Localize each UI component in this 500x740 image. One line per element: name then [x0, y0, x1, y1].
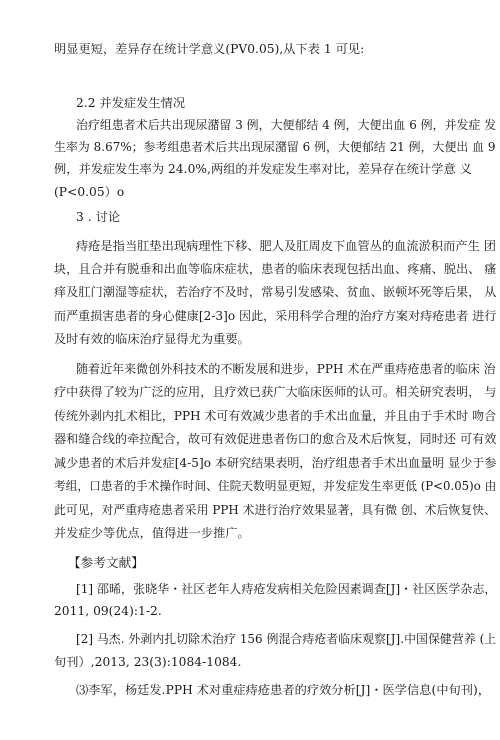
references-heading: 【参考文献】	[68, 555, 144, 570]
section-2-2-line: (P<0.05）o	[54, 185, 125, 199]
reference-item-line: 旬刊）,2013, 23(3):1084-1084.	[54, 655, 242, 669]
discussion-p1-line: 痔疮是指当肛垫出现病理性下移、肥人及肛周皮下血管丛的血流淤积而产生 团	[76, 239, 496, 253]
section-2-2-heading: 2.2 并发症发生情况	[76, 96, 186, 110]
discussion-p2-line: 传统外剥内扎术相比，PPH 术可有效减少患者的手术出血量，并且由于手术时 吻合	[54, 409, 497, 423]
discussion-p1-line: 块，且合并有脱垂和出血等临床症状，患者的临床表现包括出血、疼痛、脱出、 瘙	[54, 262, 497, 276]
reference-item-line: [1] 邵晞，张晓华・社区老年人痔疮发病相关危险因素调查[J]・社区医学杂志，	[76, 582, 497, 596]
section-2-2-line: 治疗组患者术后共出现尿潴留 3 例，大便郁结 4 例，大便出血 6 例，并发症 发	[76, 118, 497, 132]
discussion-p2-line: 随着近年来微创外科技术的不断发展和进步，PPH 术在严重痔疮患者的临床 治	[76, 362, 496, 376]
discussion-p2-line: 考组，口患者的手术操作时间、住院天数明显更短，并发症发生率更低 (P<0.05)o 由	[54, 479, 497, 493]
intro-line: 明显更短，差异存在统计学意义(PV0.05),从下表 1 可见:	[54, 42, 365, 56]
discussion-p2-line: 疗中获得了较为广泛的应用，且疗效已获广大临床医师的认可。相关研究表明， 与	[54, 385, 497, 399]
section-2-2-line: 例，并发症发生率为 24.0%,两组的并发症发生率对比，差异存在统计学意 义	[54, 162, 472, 176]
reference-item-line: 2011, 09(24):1-2.	[54, 604, 162, 618]
reference-item-line: [2] 马杰. 外剥内扎切除术治疗 156 例混合痔疮者临床观察[J].中国保健营养 (上	[76, 632, 497, 646]
discussion-p2-line: 并发症少等优点，值得进一步推广。	[54, 526, 250, 540]
discussion-p2-line: 此可见，对严重痔疮患者采用 PPH 术进行治疗效果显著，具有微 创、术后恢复快、	[54, 503, 497, 517]
discussion-p1-line: 及时有效的临床治疗显得尤为重要。	[54, 332, 250, 346]
reference-item-line: ⑶李军，杨廷发.PPH 术对重症痔疮患者的疗效分析[J]・医学信息(中旬刊)，	[76, 683, 491, 697]
discussion-p1-line: 而严重损害患者的身心健康[2-3]o 因此，采用科学合理的治疗方案对痔疮患者 进行	[54, 309, 497, 323]
discussion-p2-line: 器和缝合线的牵拉配合，故可有效促进患者伤口的愈合及术后恢复，同时还 可有效	[54, 432, 497, 446]
discussion-p1-line: 痒及肛门潮湿等症状，若治疗不及时，常易引发感染、贫血、嵌顿坏死等后果， 从	[54, 285, 497, 299]
section-2-2-line: 生率为 8.67%；参考组患者术后共出现尿潴留 6 例，大便郁结 21 例，大便出 血 9	[54, 140, 496, 154]
discussion-p2-line: 减少患者的术后并发症[4-5]o 本研究结果表明，治疗组患者手术出血量明 显少于参	[54, 456, 497, 470]
section-3-heading: 3 . 讨论	[76, 210, 121, 224]
